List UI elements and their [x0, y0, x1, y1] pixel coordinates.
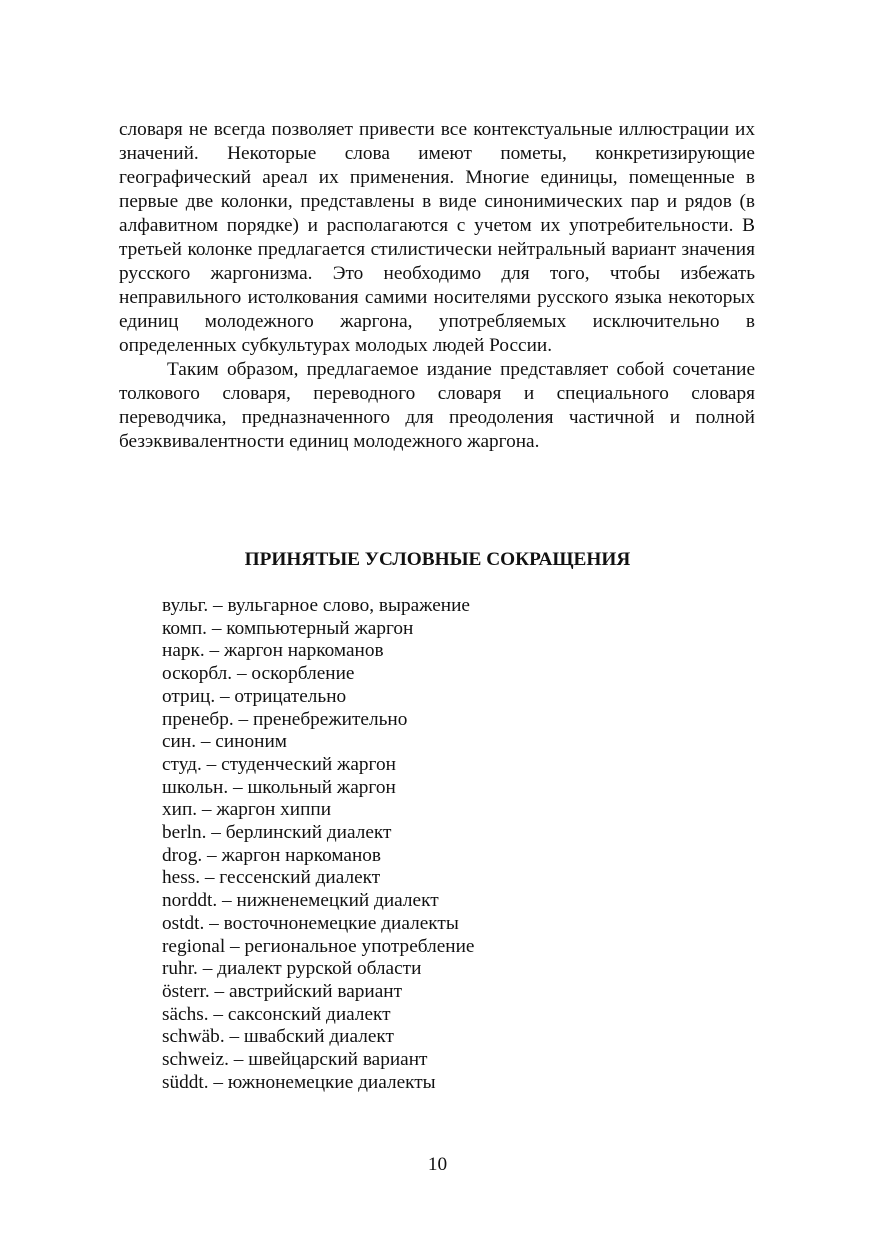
list-item: син. – синоним — [162, 731, 287, 753]
list-item: schwäb. – швабский диалект — [162, 1026, 394, 1048]
list-item: sächs. – саксонский диалект — [162, 1003, 391, 1025]
list-item: berln. – берлинский диалект — [162, 822, 392, 844]
list-item: отриц. – отрицательно — [162, 685, 347, 707]
list-item: хип. – жаргон хиппи — [162, 799, 332, 821]
list-item: ostdt. – восточнонемецкие диалекты — [162, 912, 459, 934]
list-item: школьн. – школьный жаргон — [162, 776, 396, 798]
list-item: norddt. – нижненемецкий диалект — [162, 890, 439, 912]
list-item: drog. – жаргон наркоманов — [162, 844, 382, 866]
list-item: нарк. – жаргон наркоманов — [162, 640, 384, 662]
section-title: ПРИНЯТЫЕ УСЛОВНЫЕ СОКРАЩЕНИЯ — [244, 549, 631, 570]
list-item: пренебр. – пренебрежительно — [162, 708, 408, 730]
page-number: 10 — [427, 1154, 448, 1175]
list-item: оскорбл. – оскорбление — [162, 663, 355, 685]
paragraph-2: Таким образом, предлагаемое издание представляет собой сочетание толкового словаря, переводного словаря и специального словаря переводчика, предназначенного для преодоления частичной и полной безэквивалентности единиц молодежного жаргона. — [119, 359, 755, 452]
list-item: schweiz. – швейцарский вариант — [162, 1049, 428, 1071]
list-item: вульг. – вульгарное слово, выражение — [162, 595, 470, 616]
list-item: regional – региональное употребление — [162, 935, 475, 957]
list-item: süddt. – южнонемецкие диалекты — [162, 1071, 436, 1093]
list-item: студ. – студенческий жаргон — [162, 753, 396, 775]
list-item: комп. – компьютерный жаргон — [162, 617, 414, 639]
abbreviation-list — [162, 595, 762, 1094]
paragraph-1: словаря не всегда позволяет привести все контекстуальные иллюстрации их значений. Некоторые слова имеют пометы, конкретизирующие географический ареал их применения. Многие единицы, помещенные в первые две колонки, представлены в виде синонимических пар и рядов (в алфавитном порядке) и располагаются с учетом их употребительности. В третьей колонке предлагается стилистически нейтральный вариант значения русского жаргонизма. Это необходимо для того, чтобы избежать неправильного истолкования самими носителями русского языка некоторых единиц молодежного жаргона, употребляемых исключительно в определенных субкультурах молодых людей России. — [119, 119, 755, 356]
list-item: hess. – гессенский диалект — [162, 867, 381, 889]
list-item: österr. – австрийский вариант — [162, 980, 403, 1002]
list-item: ruhr. – диалект рурской области — [162, 958, 422, 980]
body-text — [119, 118, 755, 454]
